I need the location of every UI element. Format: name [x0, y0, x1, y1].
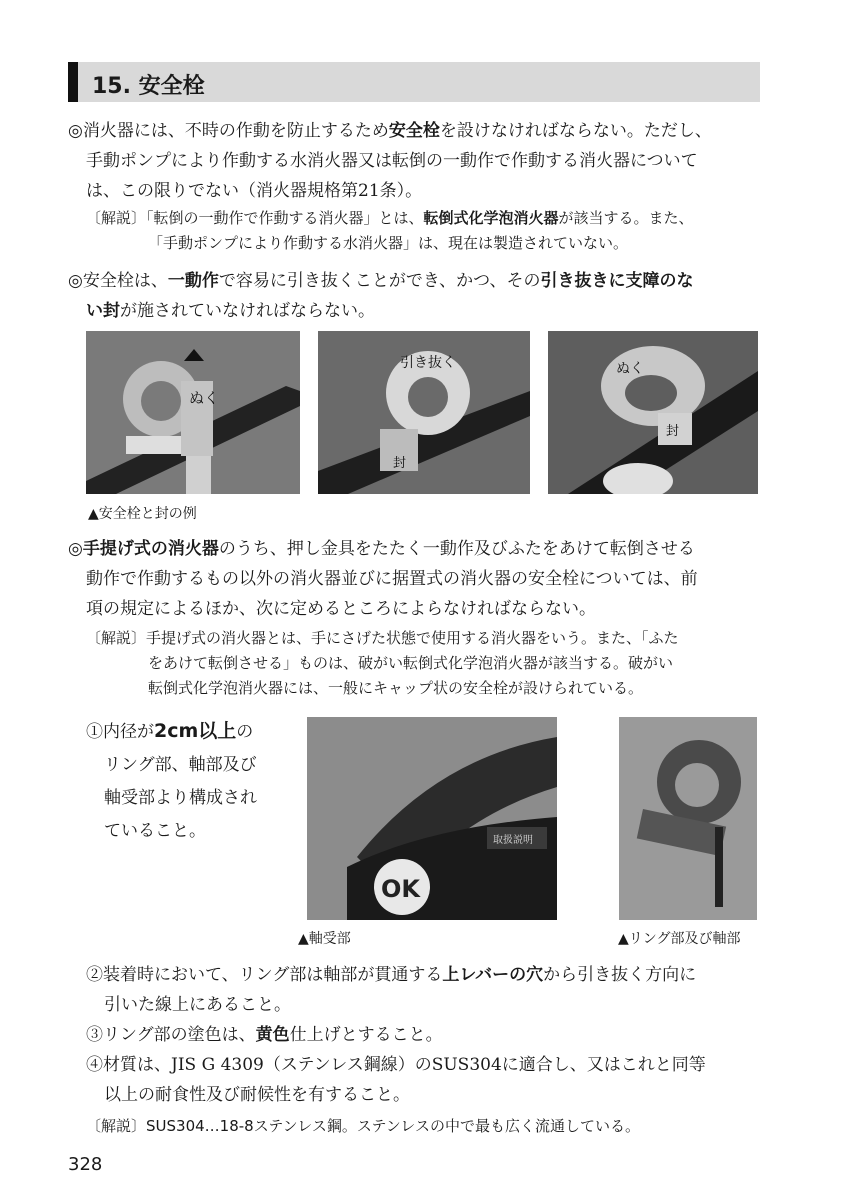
photo-2-seal-text: 封 [393, 456, 407, 471]
section-title: 15. 安全栓 [92, 74, 205, 99]
photo-caption-ring-shaft: ▲リング部及び軸部 [618, 931, 741, 947]
paragraph-2: ◎安全栓は、一動作で容易に引き抜くことができ、かつ、その引き抜きに支障のな い封が施されていなければならない。 [68, 271, 694, 321]
photo-ring-shaft [619, 717, 757, 920]
photo-safety-pin-3 [548, 331, 758, 494]
item-3: ③リング部の塗色は、黄色仕上げとすること。 [86, 1025, 443, 1045]
photo-safety-pin-2 [318, 331, 530, 494]
photo-caption-1: ▲安全栓と封の例 [88, 506, 197, 522]
photo-bearing-label-text: 取扱説明 [493, 835, 533, 846]
photo-bearing [307, 717, 557, 920]
paragraph-1-line-3: は、この限りでない（消火器規格第21条）。 [86, 181, 423, 201]
photo-2-ring-text: 引き抜く [400, 355, 456, 371]
photo-safety-pin-1 [86, 331, 300, 494]
paragraph-3: ◎手提げ式の消火器のうち、押し金具をたたく一動作及びふたをあけて転倒させる 動作で作動するもの以外の消火器並びに据置式の消火器の安全栓については、前 項の規定によるほか、次に定めるところによらなければならない。 [68, 539, 698, 619]
item-1: ①内径が2cm以上の リング部、軸部及び 軸受部より構成され ていること。 [86, 720, 257, 841]
photo-3-seal-text: 封 [666, 424, 680, 439]
photo-caption-bearing: ▲軸受部 [298, 931, 351, 947]
paragraph-1-line-1: ◎消火器には、不時の作動を防止するため安全栓を設けなければならない。ただし、 [68, 121, 712, 141]
note-3: 〔解説〕SUS304…18-8ステンレス鋼。ステンレスの中で最も広く流通している。 [86, 1117, 640, 1135]
page-number: 328 [68, 1154, 103, 1175]
item-2: ②装着時において、リング部は軸部が貫通する上レバーの穴から引き抜く方向に 引いた線上にあること。 [86, 965, 697, 1015]
item-4: ④材質は、JIS G 4309（ステンレス鋼線）のSUS304に適合し、又はこれと同等 以上の耐食性及び耐候性を有すること。 [86, 1055, 706, 1105]
photo-bearing-ok-text: OK [381, 875, 420, 903]
photo-3-ring-text: ぬく [616, 361, 644, 377]
paragraph-1-line-2: 手動ポンプにより作動する水消火器又は転倒の一動作で作動する消火器について [86, 151, 698, 171]
note-1-label: 〔解説〕 [86, 209, 147, 227]
note-3-label: 〔解説〕 [86, 1117, 147, 1135]
note-2-label: 〔解説〕 [86, 629, 147, 647]
note-1: 〔解説〕「転倒の一動作で作動する消火器」とは、転倒式化学泡消火器が該当する。また、 「手動ポンプにより作動する水消火器」は、現在は製造されていない。 [86, 209, 694, 252]
note-2: 〔解説〕手提げ式の消火器とは、手にさげた状態で使用する消火器をいう。また、「ふた をあけて転倒させる」ものは、破がい転倒式化学泡消火器が該当する。破がい 転倒式化学泡消火器には、一般にキャップ状の安全栓が設けられている。 [86, 629, 679, 697]
paragraph-1 [68, 116, 768, 206]
section-header-bar [68, 62, 78, 102]
section-header [68, 62, 760, 102]
photo-1-pin-text: ぬく [189, 389, 220, 407]
